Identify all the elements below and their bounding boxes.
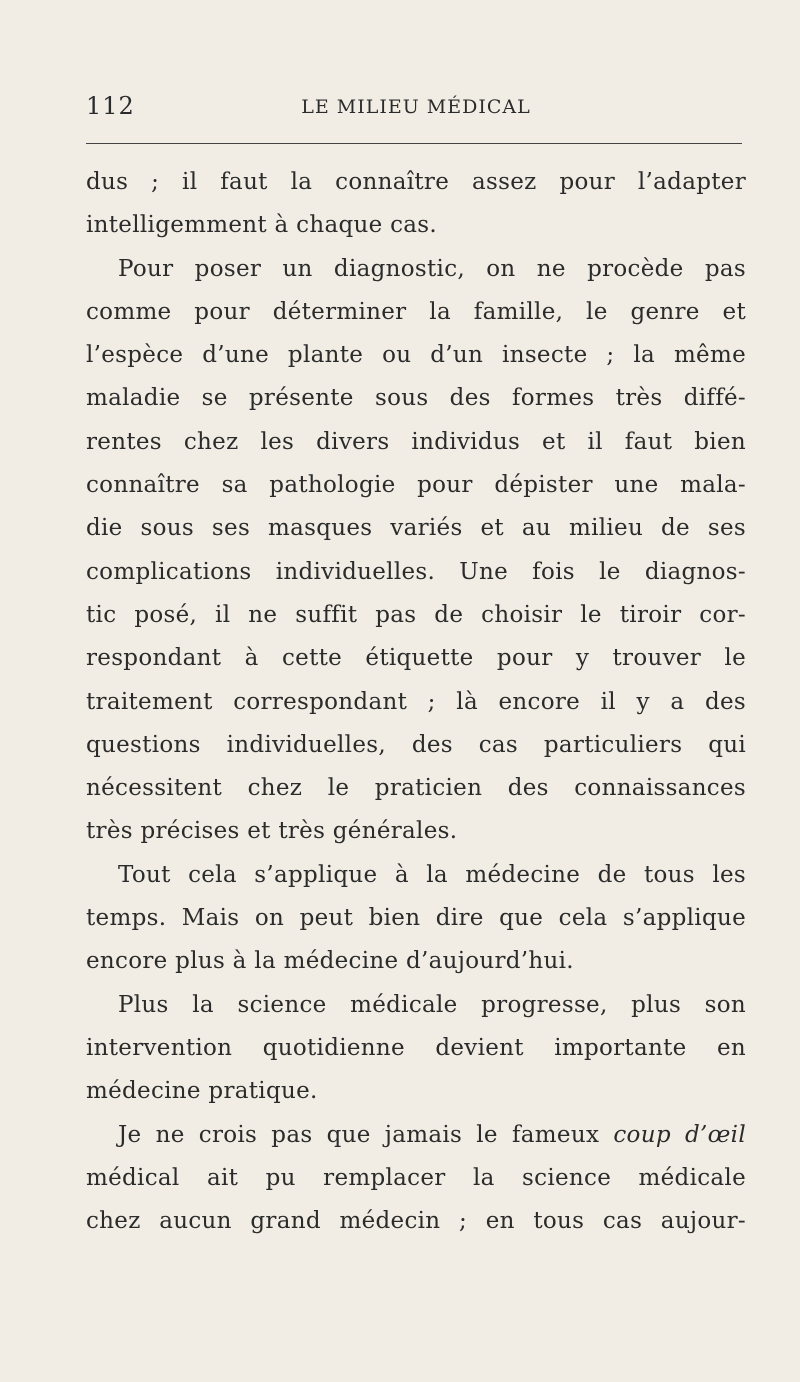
paragraph-start-line: Plus la science médicale progresse, plus son — [118, 991, 746, 1018]
text-line: chez aucun grand médecin ; en tous cas aujour- — [86, 1208, 746, 1235]
text-line: questions individuelles, des cas particuliers qui — [86, 731, 746, 758]
text-line: respondant à cette étiquette pour y trouver le — [86, 645, 746, 672]
running-title: LE MILIEU MÉDICAL — [301, 96, 531, 118]
header-rule — [86, 143, 742, 144]
text-line: temps. Mais on peut bien dire que cela s’applique — [86, 905, 746, 932]
page-header — [86, 92, 746, 126]
text-line: l’espèce d’une plante ou d’un insecte ; la même — [86, 342, 746, 369]
text-line: dus ; il faut la connaître assez pour l’adapter — [86, 169, 746, 195]
paragraph-start-line — [86, 1114, 746, 1157]
text-line: complications individuelles. Une fois le diagnos- — [86, 558, 746, 585]
text-line: connaître sa pathologie pour dépister une mala- — [86, 472, 746, 499]
text-segment: Je ne crois pas que jamais le fameux — [118, 1121, 614, 1148]
text-line: die sous ses masques variés et au milieu de ses — [86, 515, 746, 542]
text-line: rentes chez les divers individus et il faut bien — [86, 428, 746, 455]
body-text — [86, 161, 746, 1243]
text-line: traitement correspondant ; là encore il y a des — [86, 688, 746, 715]
italic-phrase: coup d’œil — [613, 1121, 746, 1148]
text-line: comme pour déterminer la famille, le genre et — [86, 298, 746, 325]
paragraph-start-line: Tout cela s’applique à la médecine de tous les — [118, 861, 746, 888]
text-line: intervention quotidienne devient importante en — [86, 1034, 746, 1061]
page-number: 112 — [86, 92, 135, 120]
text-line: médical ait pu remplacer la science médicale — [86, 1164, 746, 1191]
text-line: intelligemment à chaque cas. — [86, 212, 438, 239]
text-line: maladie se présente sous des formes très diffé- — [86, 385, 746, 412]
text-line: tic posé, il ne suffit pas de choisir le tiroir cor- — [86, 601, 746, 628]
text-line: médecine pratique. — [86, 1078, 318, 1105]
paragraph-start-line: Pour poser un diagnostic, on ne procède pas — [118, 255, 746, 282]
text-line: très précises et très générales. — [86, 818, 458, 845]
text-line: encore plus à la médecine d’aujourd’hui. — [86, 948, 574, 975]
text-line: nécessitent chez le praticien des connaissances — [86, 775, 746, 802]
